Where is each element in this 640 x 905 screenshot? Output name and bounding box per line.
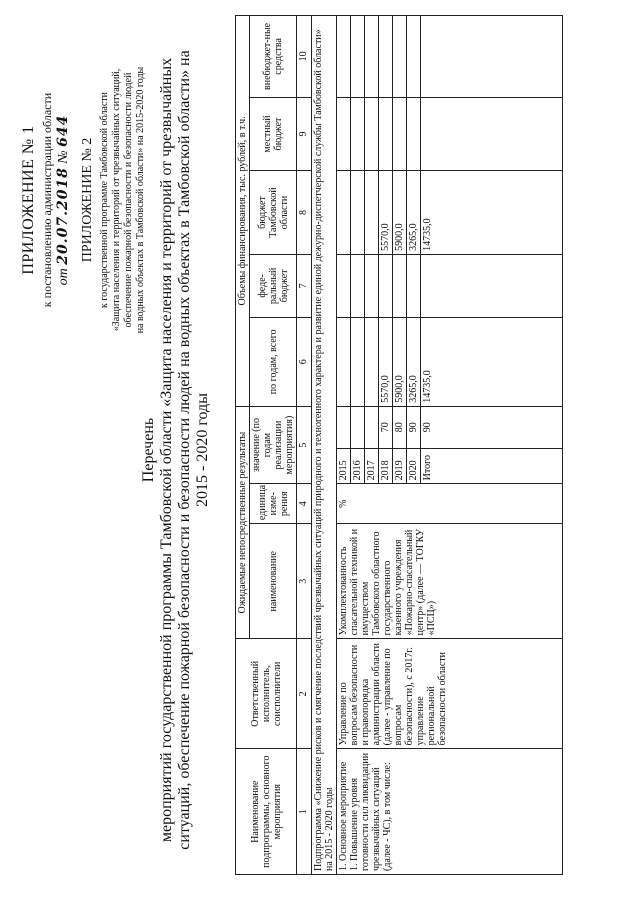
header-regional: бюджет Тамбовской области [250, 171, 297, 255]
local-cell [379, 97, 393, 170]
total-value: 90 [421, 406, 563, 448]
value-cell [351, 406, 365, 448]
activity-unit: % [337, 484, 563, 524]
table-row [337, 16, 351, 875]
column-number: 3 [297, 524, 312, 639]
local-cell [407, 97, 421, 170]
header-block [20, 20, 147, 380]
offbudget-cell [379, 16, 393, 98]
local-cell [421, 97, 563, 170]
column-number: 5 [297, 406, 312, 484]
activity-result: Укомплектованность спасательной техникой и имуществом Тамбовского областного государственного казенного учреждения «Пожарно-спасательный центр» (далее — ТОГКУ «ПСЦ») [337, 524, 563, 639]
federal-cell [337, 254, 351, 317]
regional-cell [351, 171, 365, 255]
regional-cell [365, 171, 379, 255]
column-number: 1 [297, 749, 312, 875]
column-number: 9 [297, 97, 312, 170]
total-label: Итого [421, 448, 563, 484]
decree-reference: к постановлению администрации области [40, 92, 54, 308]
header-name: Наименование подпрограммы, основного мероприятия [236, 749, 297, 875]
year-cell: 2018 [379, 448, 393, 484]
header-federal: феде-ральный бюджет [250, 254, 297, 317]
header-responsible: Ответственный исполнитель, соисполнители [236, 639, 297, 749]
program-reference-line: на водных объектах в Тамбовской области» на 2015-2020 годы [135, 66, 146, 334]
federal-cell [365, 254, 379, 317]
header-result-name: наименование [250, 524, 297, 639]
federal-cell [407, 254, 421, 317]
header-local: местный бюджет [250, 97, 297, 170]
activity-responsible: Управление по вопросам безопасности и правопорядка администрации области (далее - управление по вопросам безопасности), с 2017г. управление региональной безопасности области [337, 639, 563, 749]
year-cell: 2016 [351, 448, 365, 484]
appendix-2-title: ПРИЛОЖЕНИЕ № 2 [80, 137, 95, 263]
value-cell [365, 406, 379, 448]
subprogram-title: Подпрограмма «Снижение рисков и смягчение последствий чрезвычайных ситуаций природного и техногенного характера и развитие единой дежурно-диспетчерской службы Тамбовской области» на 2015 - 2020 годы [312, 16, 337, 875]
federal-cell [421, 254, 563, 317]
column-number-row [297, 16, 312, 875]
header-offbudget: внебюджет-ные средства [250, 16, 297, 98]
title-line: ситуаций, обеспечение пожарной безопасности и безопасности людей на водных объектах в Тамбовской области» на [176, 50, 193, 850]
program-reference-line: «Защита населения и территорий от чрезвычайных ситуаций, [111, 68, 122, 332]
rotated-content [10, 0, 630, 900]
regional-cell: 3265,0 [407, 171, 421, 255]
total-sum: 14735,0 [421, 317, 563, 406]
local-cell [337, 97, 351, 170]
year-cell: 2020 [407, 448, 421, 484]
federal-cell [379, 254, 393, 317]
value-cell: 70 [379, 406, 393, 448]
program-reference-line: к государственной программе Тамбовской области [99, 91, 110, 309]
offbudget-cell [365, 16, 379, 98]
offbudget-cell [421, 16, 563, 98]
column-number: 6 [297, 317, 312, 406]
value-cell: 90 [407, 406, 421, 448]
header-funding: Объемы финансирования, тыс. рублей, в т.ч. [236, 16, 250, 407]
appendix-1-title: ПРИЛОЖЕНИЕ № 1 [20, 125, 37, 275]
column-number: 8 [297, 171, 312, 255]
activities-table [235, 15, 563, 875]
year-cell: 2019 [393, 448, 407, 484]
decree-date-line [55, 20, 72, 380]
activity-name: 1. Основное мероприятие 1. Повышение уровня готовности сил ликвидации чрезвычайных ситуаций (далее - ЧС), в том числе: [337, 749, 563, 875]
column-number: 2 [297, 639, 312, 749]
total-cell [351, 317, 365, 406]
handwritten-date: 20.07.2018 [55, 167, 71, 265]
regional-cell [337, 171, 351, 255]
offbudget-cell [337, 16, 351, 98]
total-regional: 14735,0 [421, 171, 563, 255]
regional-cell: 5900,0 [393, 171, 407, 255]
column-number: 10 [297, 16, 312, 98]
handwritten-number: 644 [55, 114, 71, 147]
total-cell [365, 317, 379, 406]
title-line: 2015 - 2020 годы [194, 393, 211, 507]
offbudget-cell [351, 16, 365, 98]
column-number: 7 [297, 254, 312, 317]
local-cell [365, 97, 379, 170]
table-header-row [236, 16, 250, 875]
header-value: значение (по годам реализации мероприятия) [250, 406, 297, 484]
title-line: Перечень [140, 417, 157, 483]
document-title [140, 40, 212, 860]
federal-cell [351, 254, 365, 317]
title-line: мероприятий государственной программы Тамбовской области «Защита населения и территорий от чрезвычайных [158, 57, 175, 843]
number-prefix: № [56, 150, 71, 164]
value-cell [337, 406, 351, 448]
value-cell: 80 [393, 406, 407, 448]
header-expected-results: Ожидаемые непосредственные результаты [236, 406, 250, 639]
subprogram-row [312, 16, 337, 875]
header-by-years: по годам, всего [250, 317, 297, 406]
total-cell [337, 317, 351, 406]
column-number: 4 [297, 484, 312, 524]
date-prefix: от [56, 268, 71, 286]
header-unit: единица изме-рения [250, 484, 297, 524]
total-cell: 3265,0 [407, 317, 421, 406]
local-cell [351, 97, 365, 170]
federal-cell [393, 254, 407, 317]
program-reference-line: обеспечение пожарной безопасности и безопасности людей [123, 72, 134, 328]
local-cell [393, 97, 407, 170]
total-cell: 5900,0 [393, 317, 407, 406]
regional-cell: 5570,0 [379, 171, 393, 255]
offbudget-cell [393, 16, 407, 98]
year-cell: 2017 [365, 448, 379, 484]
total-cell: 5570,0 [379, 317, 393, 406]
offbudget-cell [407, 16, 421, 98]
year-cell: 2015 [337, 448, 351, 484]
